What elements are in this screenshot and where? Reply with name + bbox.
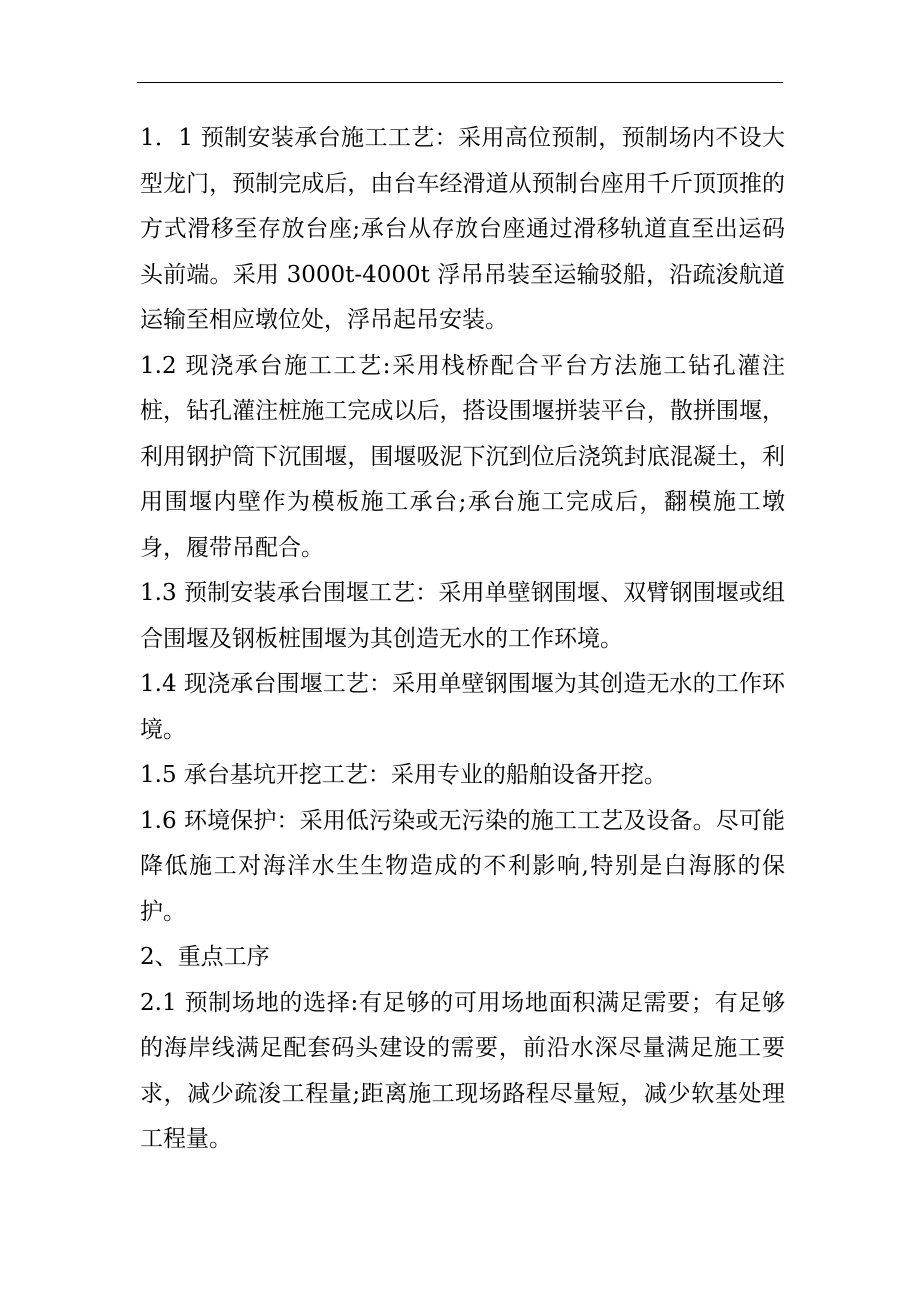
- paragraph-1-2-cast-in-place-cap-process: 1.2 现浇承台施工工艺:采用栈桥配合平台方法施工钻孔灌注桩，钻孔灌注桩施工完成以后，搭设围堰拼装平台，散拼围堰，利用钢护筒下沉围堰，围堰吸泥下沉到位后浇筑封底混凝土，利用围堰内壁作为模板施工承台;承台施工完成后，翻模施工墩身，履带吊配合。: [140, 352, 785, 561]
- header-rule: [137, 82, 783, 83]
- paragraph-2-1-precast-site-selection: 2.1 预制场地的选择:有足够的可用场地面积满足需要；有足够的海岸线满足配套码头建设的需要，前沿水深尽量满足施工要求，减少疏浚工程量;距离施工现场路程尽量短，减少软基处理工程量。: [140, 989, 785, 1152]
- document-body: [140, 116, 785, 1163]
- paragraph-1-5-foundation-pit-excavation: 1.5 承台基坑开挖工艺：采用专业的船舶设备开挖。: [140, 762, 667, 788]
- paragraph-1-1-precast-cap-process: 1．1 预制安装承台施工工艺：采用高位预制，预制场内不设大型龙门，预制完成后，由台车经滑道从预制台座用千斤顶顶推的方式滑移至存放台座;承台从存放台座通过滑移轨道直至出运码头前端。采用 3000t-4000t 浮吊吊装至运输驳船，沿疏浚航道运输至相应墩位处，浮吊起吊安装。: [140, 125, 785, 333]
- paragraph-1-6-environmental-protection: 1.6 环境保护：采用低污染或无污染的施工工艺及设备。尽可能降低施工对海洋水生生物造成的不利影响,特别是白海豚的保护。: [140, 807, 785, 925]
- paragraph-1-4-cast-in-place-cofferdam-process: 1.4 现浇承台围堰工艺：采用单壁钢围堰为其创造无水的工作环境。: [140, 671, 785, 743]
- section-heading-2-key-procedures: 2、重点工序: [140, 944, 270, 970]
- paragraph-1-3-precast-cofferdam-process: 1.3 预制安装承台围堰工艺：采用单壁钢围堰、双臂钢围堰或组合围堰及钢板桩围堰为其创造无水的工作环境。: [140, 580, 785, 652]
